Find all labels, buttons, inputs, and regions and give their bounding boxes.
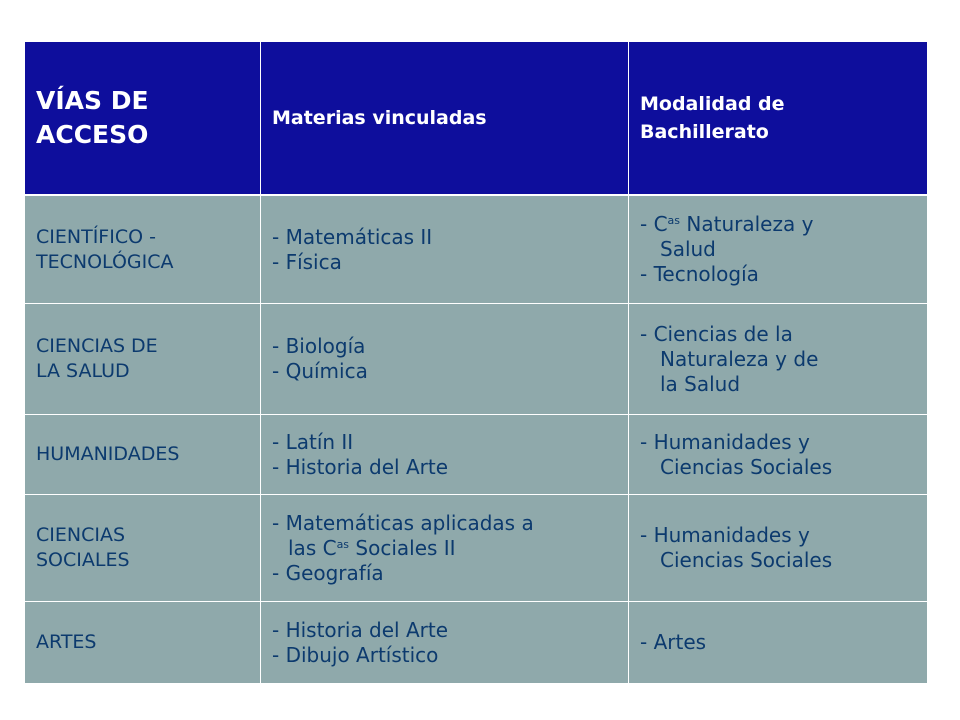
via-line: LA SALUD <box>36 360 130 382</box>
modalidad-cell-cientifico <box>629 196 927 304</box>
modalidad-item: Ciencias Sociales <box>660 548 833 572</box>
header-modalidad-line-1: Modalidad de <box>640 93 785 115</box>
via-line: CIENCIAS <box>36 524 126 546</box>
materia-suffix: Sociales II <box>349 535 456 560</box>
header-materias-vinculadas <box>261 42 629 196</box>
modalidad-sup: as <box>667 214 681 227</box>
materia-item: - Biología <box>272 334 366 358</box>
modalidad-cell-humanidades <box>629 415 927 495</box>
header-vias-de-acceso <box>25 42 261 196</box>
header-modalidad-bachillerato <box>629 42 927 196</box>
materia-item: - Historia del Arte <box>272 617 449 642</box>
via-line: HUMANIDADES <box>36 443 180 465</box>
via-line: CIENCIAS DE <box>36 335 158 357</box>
materia-item: - Dibujo Artístico <box>272 642 439 667</box>
materias-cell-ciencias-sociales <box>261 495 629 602</box>
materia-item: - Matemáticas aplicadas a <box>272 510 534 535</box>
via-cell-cientifico <box>25 196 261 304</box>
header-modalidad-line-2: Bachillerato <box>640 121 769 143</box>
materia-item: - Química <box>272 359 368 383</box>
materia-item: - Física <box>272 249 342 274</box>
via-line: ARTES <box>36 631 97 653</box>
materia-item <box>272 536 618 561</box>
modalidad-item: Ciencias Sociales <box>660 454 833 479</box>
modalidad-item: - Tecnología <box>640 262 759 286</box>
modalidad-cell-ciencias-salud <box>629 304 927 415</box>
modalidad-cell-artes <box>629 602 927 684</box>
modalidad-item: - Humanidades y <box>640 523 810 547</box>
via-cell-artes <box>25 602 261 684</box>
materias-cell-artes <box>261 602 629 684</box>
via-line: TECNOLÓGICA <box>36 250 174 273</box>
modalidad-cell-ciencias-sociales <box>629 495 927 602</box>
modalidad-item: Naturaleza y de <box>660 346 819 371</box>
via-cell-humanidades <box>25 415 261 495</box>
modalidad-item: Salud <box>660 237 716 261</box>
modalidad-suffix: Naturaleza y <box>680 212 814 236</box>
modalidad-item: - Artes <box>640 630 707 654</box>
via-line: CIENTÍFICO - <box>36 225 156 248</box>
modalidad-item: la Salud <box>660 371 741 396</box>
access-routes-table <box>25 42 927 684</box>
header-vias-line-2: ACCESO <box>36 120 149 149</box>
modalidad-item: - Humanidades y <box>640 429 810 454</box>
materias-cell-humanidades <box>261 415 629 495</box>
via-line: SOCIALES <box>36 549 130 571</box>
modalidad-item: - Ciencias de la <box>640 321 793 346</box>
materia-item: - Latín II <box>272 429 354 454</box>
materia-prefix: las C <box>288 535 337 560</box>
materia-item: - Historia del Arte <box>272 454 449 479</box>
materia-sup: as <box>336 537 350 551</box>
modalidad-item <box>640 212 917 237</box>
materia-item: - Geografía <box>272 560 384 585</box>
materia-item: - Matemáticas II <box>272 224 433 249</box>
modalidad-prefix: - C <box>640 212 668 236</box>
via-cell-ciencias-salud <box>25 304 261 415</box>
header-materias-label: Materias vinculadas <box>272 107 487 129</box>
header-vias-line-1: VÍAS DE <box>36 86 149 115</box>
materias-cell-cientifico <box>261 196 629 304</box>
via-cell-ciencias-sociales <box>25 495 261 602</box>
materias-cell-ciencias-salud <box>261 304 629 415</box>
